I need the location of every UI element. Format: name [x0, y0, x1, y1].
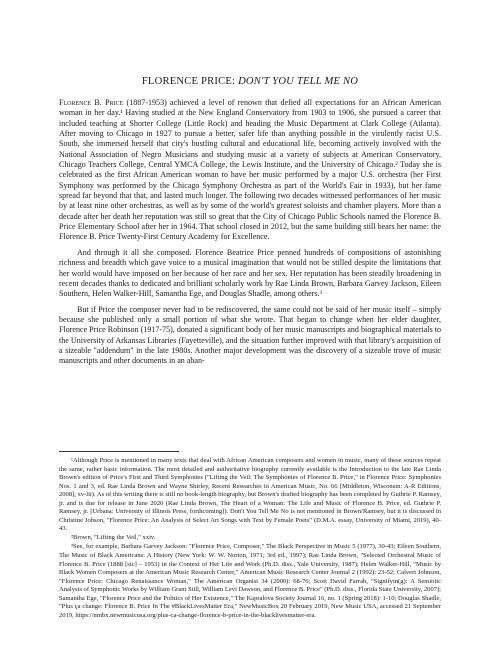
paragraph-1 — [59, 98, 441, 243]
footnote-2: ²Brown, "Lifting the Veil," xxiv. — [71, 534, 156, 542]
footnotes — [59, 457, 441, 620]
paragraph-1-text: (1887-1953) achieved a level of renown that defied all expectations for an African American woman in her day.¹ Having studied at the New England Conservatory from 1903 to 1906, she pursued a career that included teaching at Shorter College (Little Rock) and heading the Music Department at Clark College (Atlanta). After moving to Chicago in 1927 to pursue a better, safer life than anything possible in the virulently racist U.S. South, she immersed herself that city's bustling cultural and educational life, becoming actively involved with the National Association of Negro Musicians and studying music at a variety of subjects at American Conservatory, Chicago Teachers College, Central YMCA College, the Lewis Institute, and the University of Chicago.² Today she is celebrated as the first African American woman to have her music performed by a major U.S. orchestra (her First Symphony was performed by the Chicago Symphony Orchestra as part of the World's Fair in 1933), but her fame spread far beyond that that, and lasted much longer. The following two decades witnessed performances of her music by at least nine other orchestras, as well as by some of the world's greatest soloists and chamber players. More than a decade after her death her reputation was still so great that the City of Chicago Public Schools named the Florence B. Price Elementary School after her in 1964. That school closed in 2012, but the same building still bears her name: the Florence B. Price Twenty-First Century Academy for Excellence. — [59, 98, 441, 242]
footnote-3: ³See, for example, Barbara Garvey Jackson: "Florence Price, Composer," The Black Perspective in Music 5 (1977), 30-43; Eileen Southern, The Music of Black Americans: A History (New York: W. W. Norton, 1971; 3rd ed., 1997); Rae Linda Brown, "Selected Orchestral Music of Florence B. Price (1888 [sic] – 1953) in the Context of Her Life and Work (Ph.D. diss., Yale University, 1987); Helen Walker-Hill, "Music by Black Women Composers at the American Music Research Center," American Music Research Center Journal 2 (1992): 23-52; Calvert Johnson, "Florence Price: Chicago Renaissance Woman," The American Organist 34 (2000): 68-76; Scott David Farrah, "Signifyin(g): A Semiotic Analysis of Symphonic Works by William Grant Still, William Levi Dawson, and Florence B. Price" (Ph.D. diss., Florida State University, 2007); Samantha Ege, "Florence Price and the Politics of Her Existence," The Kapralova Society Journal 16, no. 1 (Spring 2018): 1-10; Douglas Shadle, "Plus ça change: Florence B. Price In The #BlackLivesMatter Era," NewMusicBox 20 February 2019, New Music USA, accessed 21 September 2019, https://nmbx.newmusicusa.org/plus-ca-change-florence-b-price-in-the-blacklivesmatter-era. — [59, 543, 441, 619]
paragraph-3-text: But if Price the composer never had to be rediscovered, the same could not be said of her music itself – simply because she published only a small portion of what she wrote. That began to change when her elder daughter, Florence Price Robinson (1917-75), donated a significant body of her music manuscripts and biographical materials to the University of Arkansas Libraries (Fayetteville), and the situation further improved with that library's acquisition of a sizeable "addendum" in the late 1980s. Another major development was the discovery of a sizeable trove of music manuscripts and other documents in an aban- — [59, 304, 441, 366]
body-text — [59, 98, 441, 367]
paragraph-3 — [59, 305, 441, 367]
title-subtitle: DON'T YOU TELL ME NO — [238, 76, 359, 87]
page-title — [0, 76, 500, 87]
paragraph-2-text: And through it all she composed. Florence Beatrice Price penned hundreds of compositions of astonishing richness and breadth which gave voice to a musical imagination that would not be stilled despite the limitations that her world would have imposed on her because of her race and her sex. Her reputation has been steadily broadening in recent decades thanks to dedicated and brilliant scholarly work by Rae Linda Brown, Barbara Garvey Jackson, Eileen Southern, Helen Walker-Hill, Samantha Ege, and Douglas Shadle, among others.³ — [59, 247, 441, 299]
footnote-rule — [59, 451, 179, 452]
paragraph-1-lead: Florence B. Price — [59, 98, 124, 107]
paragraph-2 — [59, 248, 441, 300]
title-name: FLORENCE PRICE: — [141, 76, 236, 87]
footnote-1: ¹Although Price is mentioned in many texts that deal with African American composers and women in music, many of these sources repeat the same, rather basic information. The most detailed and authoritative biography currently available is the Introduction to the late Rae Linda Brown's edition of Price's First and Third Symphonies ("Lifting the Veil: The Symphonies of Florence B. Price," in Florence Price: Symphonies Nos. 1 and 3, ed. Rae Linda Brown and Wayne Shirley, Recent Researches in American Music, No. 66 [Middleton, Wisconsin: A-R Editions, 2008], xv-lii). As of this writing there is still no book-length biography, but Brown's drafted biography has been completed by Guthrie P. Ramsey, jr. and is due for release in June 2020 (Rae Linda Brown, The Heart of a Woman: The Life and Music of Florence B. Price, ed. Guthrie P. Ramsey, jr. [Urbana: University of Illinois Press, forthcoming]). Don't You Tell Me No is not mentioned in Brown/Ramsey, but it is discussed in Christine Jobson, "Florence Price: An Analysis of Select Art Songs with Text by Female Poets" (D.M.A. essay, University of Miami, 2019), 40-43. — [59, 457, 441, 533]
